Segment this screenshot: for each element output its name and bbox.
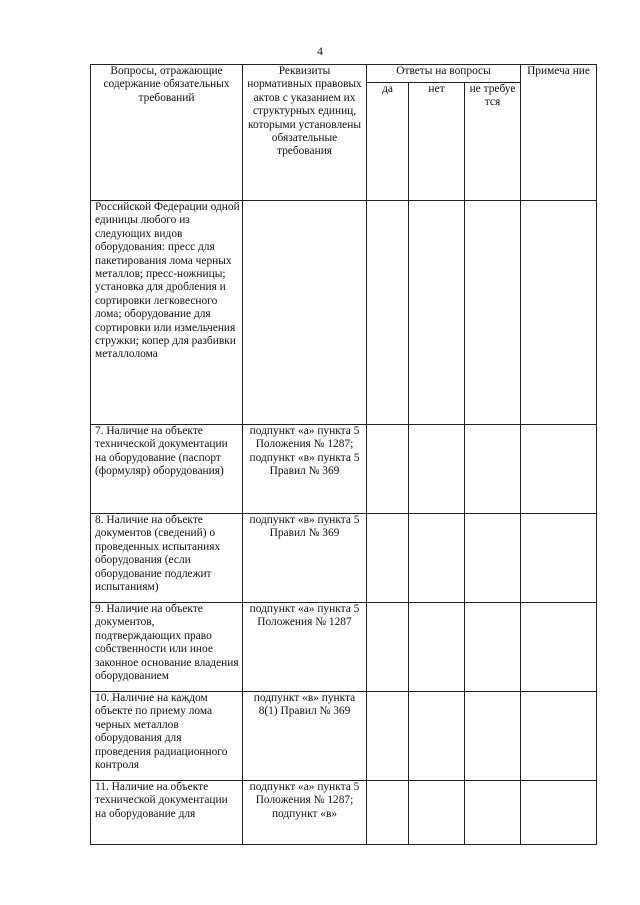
- notes-cell: [521, 781, 597, 845]
- notes-cell: [521, 692, 597, 781]
- answer-not-required-cell: [465, 425, 521, 514]
- header-notes: Примеча ние: [521, 65, 597, 201]
- header-requisites: Реквизиты нормативных правовых актов с указанием их структурных единиц, которыми установлены обязательные требования: [243, 65, 367, 201]
- table-row: [91, 692, 597, 781]
- header-no: нет: [409, 83, 465, 201]
- answer-yes-cell: [367, 603, 409, 692]
- question-cell: Российской Федерации одной единицы любого из следующих видов оборудования: пресс для пакетирования лома черных металлов; пресс-ножницы; установка для дробления и сортировки легковесного лома; оборудование для сортировки или измельчения стружки; копер для разбивки металлолома: [91, 201, 243, 425]
- header-row-top: [91, 65, 597, 83]
- answer-yes-cell: [367, 201, 409, 425]
- question-cell: 11. Наличие на объекте технической документации на оборудование для: [91, 781, 243, 845]
- answer-not-required-cell: [465, 603, 521, 692]
- requisites-cell: подпункт «а» пункта 5 Положения № 1287; подпункт «в»: [243, 781, 367, 845]
- answer-not-required-cell: [465, 201, 521, 425]
- notes-cell: [521, 201, 597, 425]
- answer-no-cell: [409, 692, 465, 781]
- table-row: [91, 425, 597, 514]
- table-row: [91, 514, 597, 603]
- question-cell: 9. Наличие на объекте документов, подтверждающих право собственности или иное законное основание владения оборудованием: [91, 603, 243, 692]
- answer-not-required-cell: [465, 692, 521, 781]
- header-yes: да: [367, 83, 409, 201]
- answer-no-cell: [409, 603, 465, 692]
- header-answers: Ответы на вопросы: [367, 65, 521, 83]
- requisites-cell: подпункт «а» пункта 5 Положения № 1287: [243, 603, 367, 692]
- page-number: 4: [317, 44, 323, 58]
- answer-not-required-cell: [465, 514, 521, 603]
- answer-yes-cell: [367, 692, 409, 781]
- requisites-cell: [243, 201, 367, 425]
- table-row: [91, 781, 597, 845]
- answer-no-cell: [409, 201, 465, 425]
- answer-no-cell: [409, 425, 465, 514]
- answer-no-cell: [409, 781, 465, 845]
- notes-cell: [521, 603, 597, 692]
- requisites-cell: подпункт «в» пункта 8(1) Правил № 369: [243, 692, 367, 781]
- checklist-table: [90, 64, 597, 845]
- requisites-cell: подпункт «в» пункта 5 Правил № 369: [243, 514, 367, 603]
- notes-cell: [521, 514, 597, 603]
- table-row: [91, 603, 597, 692]
- question-cell: 8. Наличие на объекте документов (сведений) о проведенных испытаниях оборудования (если оборудование подлежит испытаниям): [91, 514, 243, 603]
- answer-not-required-cell: [465, 781, 521, 845]
- header-questions: Вопросы, отражающие содержание обязательных требований: [91, 65, 243, 201]
- answer-yes-cell: [367, 425, 409, 514]
- notes-cell: [521, 425, 597, 514]
- answer-yes-cell: [367, 514, 409, 603]
- header-not-required: не требуе тся: [465, 83, 521, 201]
- requisites-cell: подпункт «а» пункта 5 Положения № 1287; подпункт «в» пункта 5 Правил № 369: [243, 425, 367, 514]
- answer-no-cell: [409, 514, 465, 603]
- question-cell: 7. Наличие на объекте технической документации на оборудование (паспорт (формуляр) оборудования): [91, 425, 243, 514]
- table-row: [91, 201, 597, 425]
- question-cell: 10. Наличие на каждом объекте по приему лома черных металлов оборудования для проведения радиационного контроля: [91, 692, 243, 781]
- answer-yes-cell: [367, 781, 409, 845]
